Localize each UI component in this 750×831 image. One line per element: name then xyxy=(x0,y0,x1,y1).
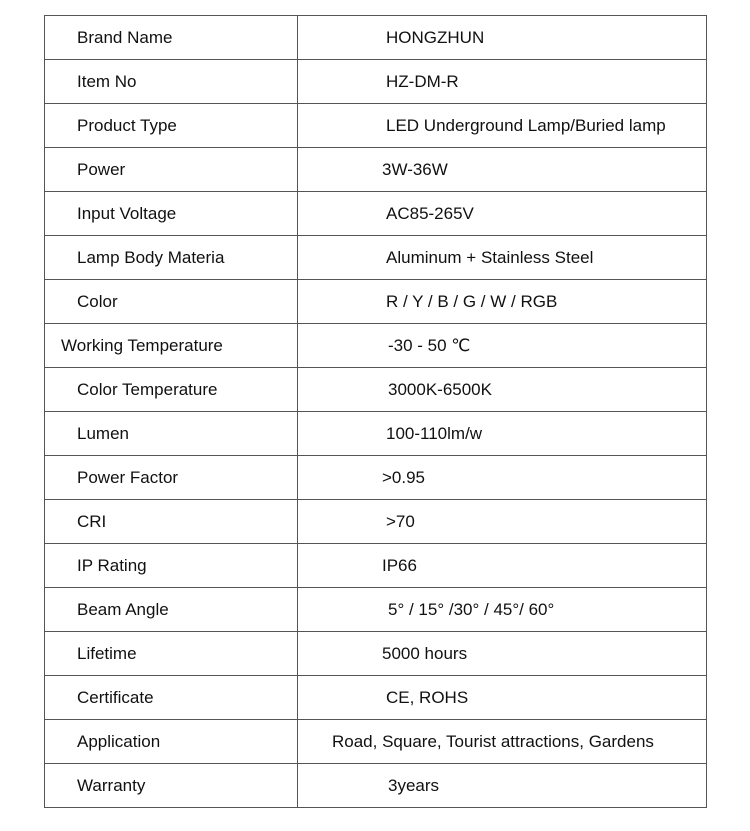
spec-label: CRI xyxy=(45,500,298,544)
spec-value: -30 - 50 ℃ xyxy=(298,324,707,368)
spec-label: Lamp Body Materia xyxy=(45,236,298,280)
table-row xyxy=(45,412,707,456)
spec-value: >0.95 xyxy=(298,456,707,500)
table-row xyxy=(45,588,707,632)
spec-value: 3W-36W xyxy=(298,148,707,192)
spec-label: Beam Angle xyxy=(45,588,298,632)
spec-table xyxy=(44,15,707,808)
spec-value: Aluminum + Stainless Steel xyxy=(298,236,707,280)
table-row xyxy=(45,676,707,720)
spec-value: HONGZHUN xyxy=(298,16,707,60)
table-row xyxy=(45,324,707,368)
spec-value: R / Y / B / G / W / RGB xyxy=(298,280,707,324)
table-row xyxy=(45,632,707,676)
spec-label: IP Rating xyxy=(45,544,298,588)
spec-label: Warranty xyxy=(45,764,298,808)
table-row xyxy=(45,720,707,764)
spec-value: IP66 xyxy=(298,544,707,588)
table-row xyxy=(45,16,707,60)
spec-value: LED Underground Lamp/Buried lamp xyxy=(298,104,707,148)
spec-value: CE, ROHS xyxy=(298,676,707,720)
table-row xyxy=(45,456,707,500)
spec-value: 5000 hours xyxy=(298,632,707,676)
spec-value: 5° / 15° /30° / 45°/ 60° xyxy=(298,588,707,632)
spec-value: AC85-265V xyxy=(298,192,707,236)
spec-label: Application xyxy=(45,720,298,764)
table-row xyxy=(45,236,707,280)
table-row xyxy=(45,192,707,236)
table-row xyxy=(45,368,707,412)
table-row xyxy=(45,280,707,324)
spec-label: Input Voltage xyxy=(45,192,298,236)
table-row xyxy=(45,500,707,544)
spec-label: Certificate xyxy=(45,676,298,720)
spec-value: 3years xyxy=(298,764,707,808)
table-row xyxy=(45,148,707,192)
spec-label: Lumen xyxy=(45,412,298,456)
spec-label: Lifetime xyxy=(45,632,298,676)
spec-label: Product Type xyxy=(45,104,298,148)
spec-label: Power Factor xyxy=(45,456,298,500)
table-row xyxy=(45,764,707,808)
spec-label: Color Temperature xyxy=(45,368,298,412)
spec-value: 3000K-6500K xyxy=(298,368,707,412)
spec-label: Brand Name xyxy=(45,16,298,60)
table-row xyxy=(45,544,707,588)
spec-label: Item No xyxy=(45,60,298,104)
table-row xyxy=(45,104,707,148)
spec-label: Working Temperature xyxy=(45,324,298,368)
spec-label: Color xyxy=(45,280,298,324)
table-row xyxy=(45,60,707,104)
spec-value: HZ-DM-R xyxy=(298,60,707,104)
spec-label: Power xyxy=(45,148,298,192)
spec-value: Road, Square, Tourist attractions, Gardens xyxy=(298,720,707,764)
spec-value: 100-110lm/w xyxy=(298,412,707,456)
spec-value: >70 xyxy=(298,500,707,544)
